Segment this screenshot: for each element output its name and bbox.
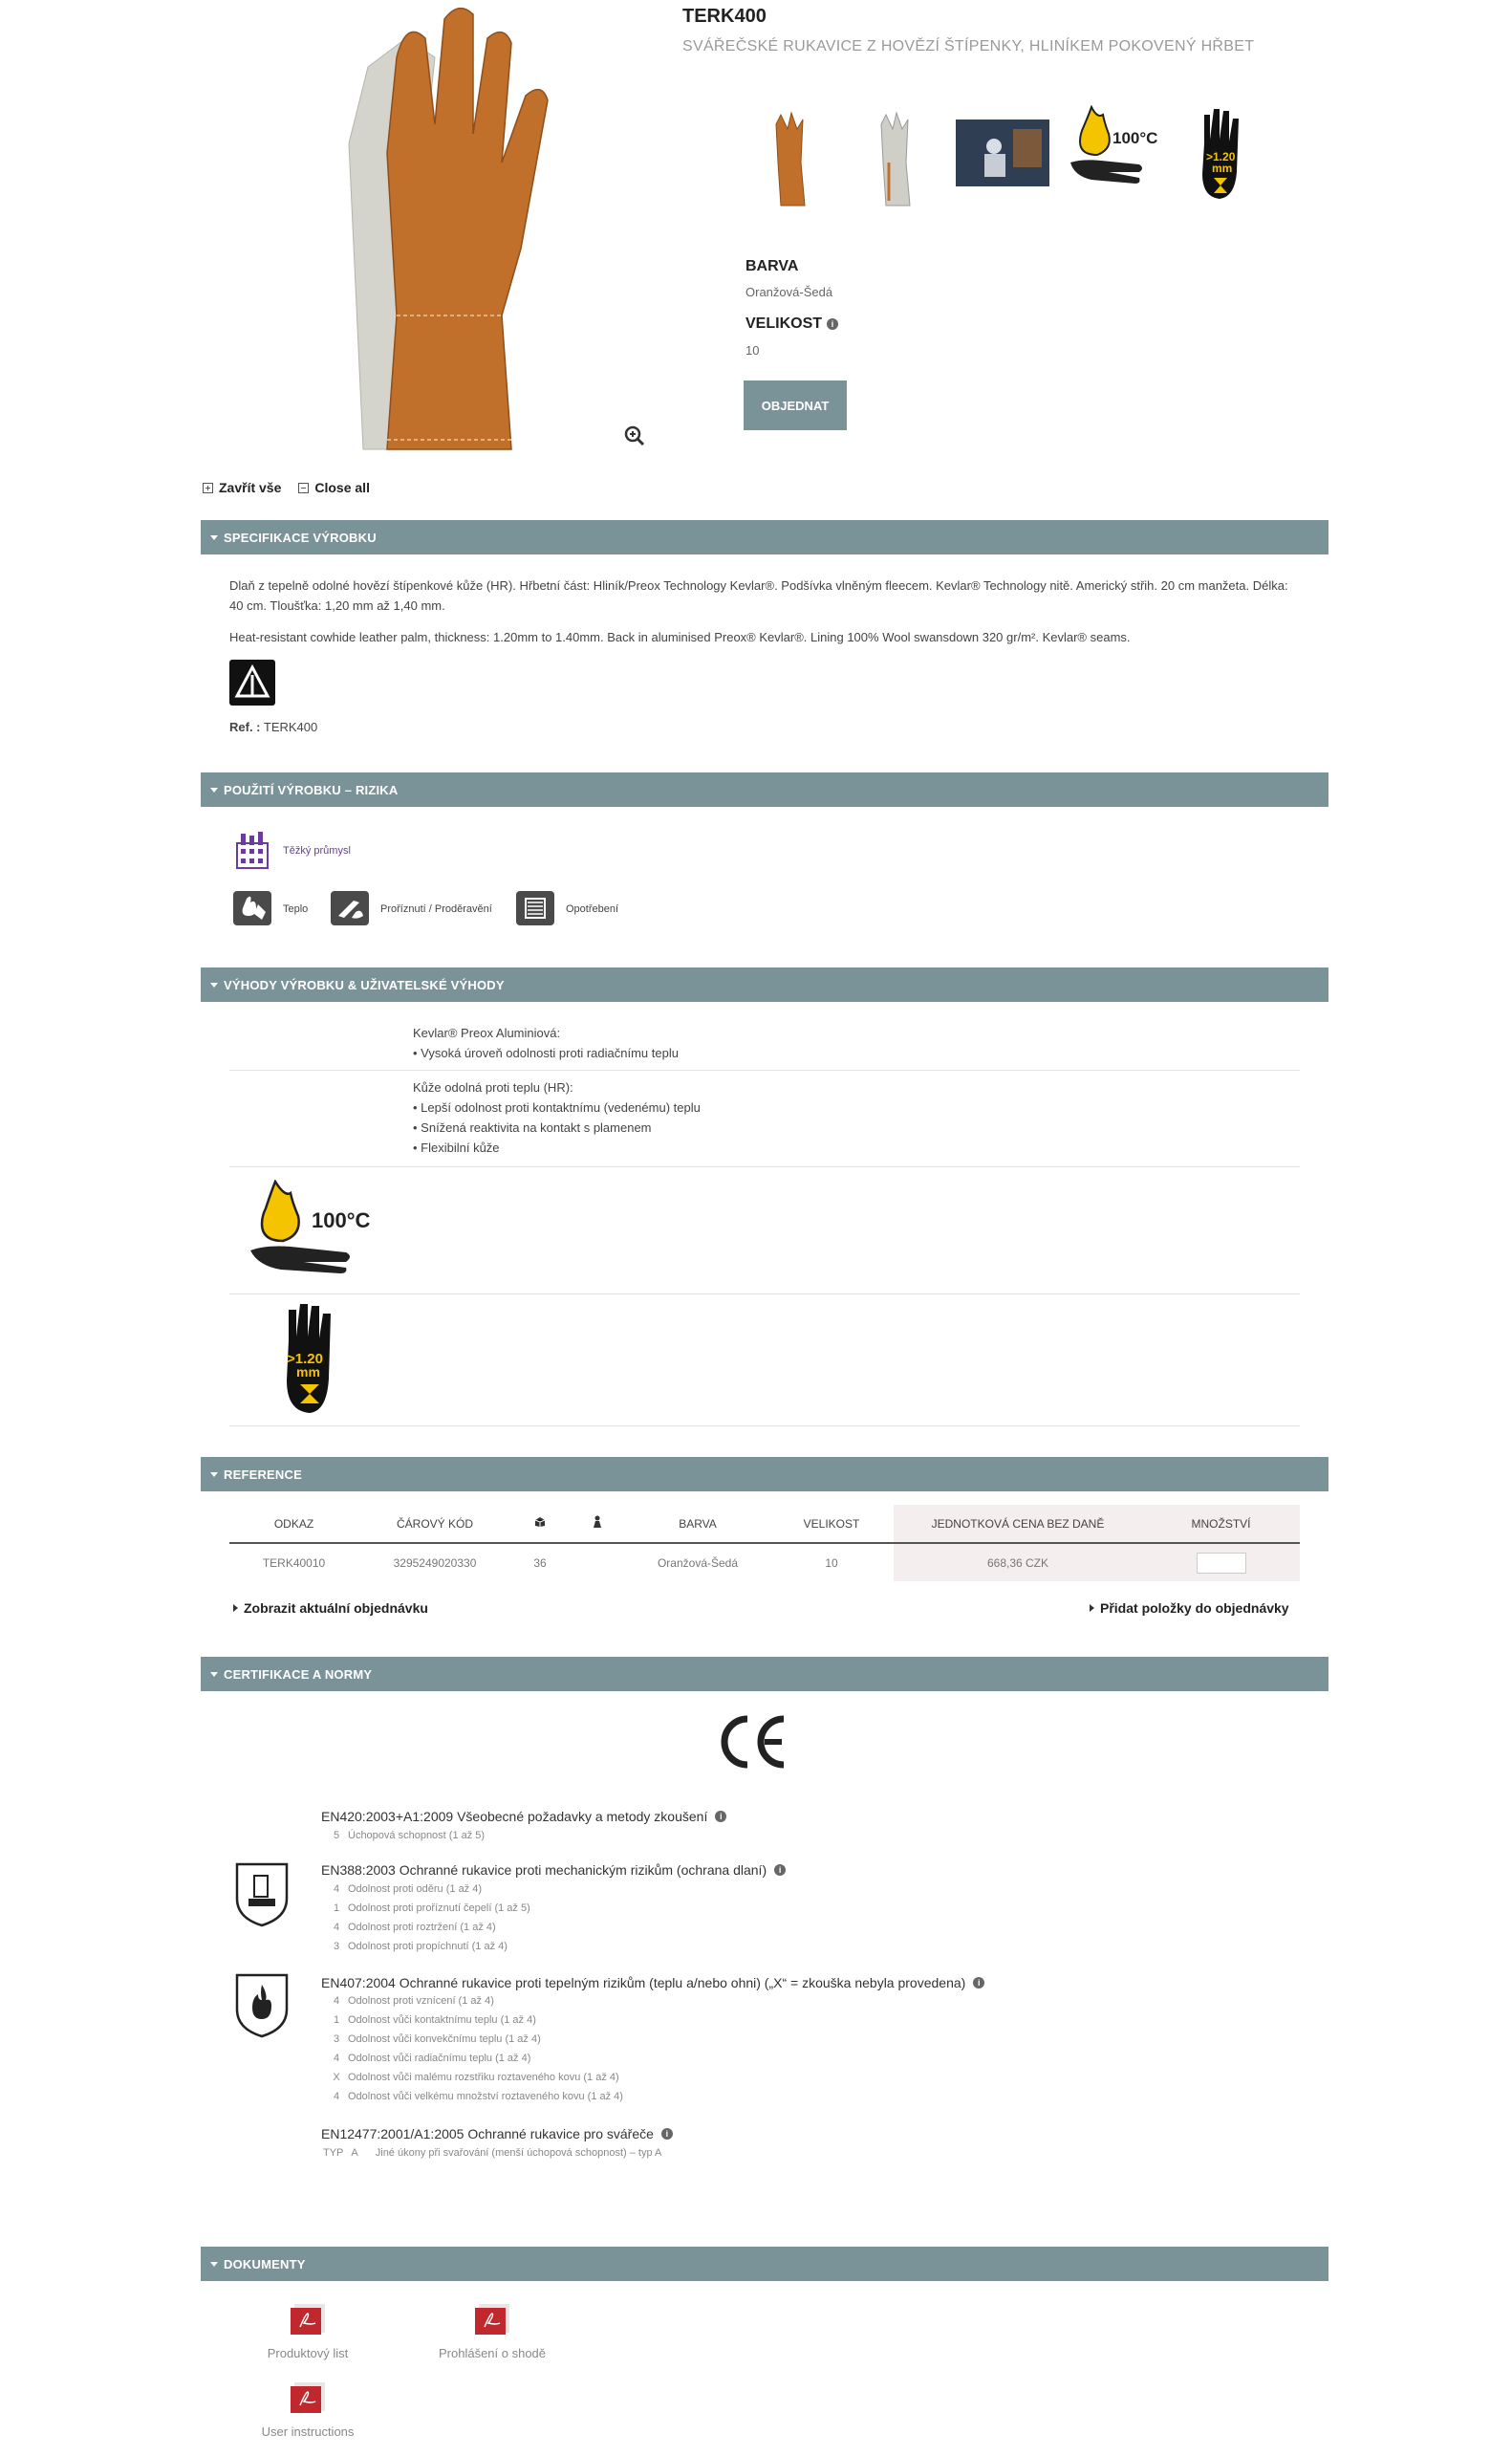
caret-down-icon [210, 535, 218, 540]
caret-down-icon [210, 1672, 218, 1677]
thumbnail-orange-glove[interactable] [738, 105, 843, 210]
brand-logo-icon [229, 660, 275, 706]
en407-shield-icon [233, 1971, 291, 2038]
close-all-en-link[interactable]: Close all [314, 480, 370, 495]
zoom-icon[interactable] [623, 424, 646, 447]
thumbnail-thickness-icon[interactable] [1168, 105, 1273, 210]
abrasion-risk-icon [516, 891, 554, 925]
divider [229, 1070, 1300, 1071]
ref-label: Ref. : [229, 720, 261, 734]
size-label-row [745, 315, 838, 333]
doc-product-sheet[interactable] [260, 2302, 356, 2360]
en12477-title-row [321, 2126, 673, 2141]
close-all-cz-link[interactable]: Zavřít vše [219, 480, 282, 495]
en12477-type-line: TYP A Jiné úkony při svařování (menší úchopová schopnost) – typ A [323, 2147, 662, 2159]
en388-lines: 4 Odolnost proti oděru (1 až 4) 1 Odolnost proti proříznutí čepelí (1 až 5) 4 Odolnost proti roztržení (1 až 4) 3 Odolnost proti propíchnutí (1 až 4) [333, 1883, 530, 1952]
col-header: MNOŽSTVÍ [1142, 1505, 1300, 1543]
divider [229, 1425, 1300, 1426]
section-docs-header[interactable] [201, 2247, 1328, 2281]
cell-quantity [1142, 1543, 1300, 1581]
size-value: 10 [745, 343, 760, 358]
heat-100c-large-icon [247, 1180, 371, 1275]
benefit-item: • Flexibilní kůže [413, 1141, 500, 1155]
col-header: ČÁROVÝ KÓD [358, 1505, 511, 1543]
col-header: BARVA [626, 1505, 769, 1543]
col-header: ODKAZ [229, 1505, 358, 1543]
cell-ref: TERK40010 [262, 1555, 326, 1570]
doc-declaration[interactable] [430, 2302, 554, 2360]
sector-label: Těžký průmysl [283, 845, 351, 857]
ref-line [229, 717, 317, 737]
info-icon[interactable]: i [973, 1977, 984, 1989]
doc-label: User instructions [261, 2424, 355, 2439]
doc-label: Produktový list [267, 2346, 349, 2360]
factory-icon [233, 830, 271, 872]
en388-shield-icon [233, 1860, 291, 1927]
size-info-icon[interactable]: i [827, 318, 838, 330]
caret-right-icon [233, 1604, 238, 1612]
en420-title: EN420:2003+A1:2009 Všeobecné požadavky a metody zkoušení [321, 1809, 708, 1824]
ce-mark-icon [719, 1713, 789, 1771]
col-header: VELIKOST [769, 1505, 894, 1543]
en420-title-row [321, 1809, 726, 1824]
section-usage-header[interactable] [201, 772, 1328, 807]
section-usage-title: POUŽITÍ VÝROBKU – RIZIKA [224, 782, 399, 797]
doc-label: Prohlášení o shodě [438, 2346, 547, 2360]
color-value: Oranžová-Šedá [745, 285, 833, 299]
caret-down-icon [210, 983, 218, 988]
box-icon [511, 1505, 569, 1543]
benefit-item: • Lepší odolnost proti kontaktnímu (vedenému) teplu [413, 1100, 701, 1115]
table-row [229, 1543, 1300, 1581]
col-header: JEDNOTKOVÁ CENA BEZ DANĚ [894, 1505, 1142, 1543]
show-order-link[interactable] [233, 1600, 428, 1616]
benefit-group-2-title: Kůže odolná proti teplu (HR): [413, 1080, 573, 1095]
divider [229, 1293, 1300, 1294]
en407-title-row [321, 1975, 984, 1990]
pdf-icon [289, 2380, 327, 2415]
section-reference-header[interactable] [201, 1457, 1328, 1491]
thumb-heat-label: 100°C [1112, 129, 1158, 147]
thickness-large-icon [277, 1302, 344, 1417]
spec-text-cz: Dlaň z tepelně odolné hovězí štípenkové kůže (HR). Hřbetní část: Hliník/Preox Technology Kevlar®. Podšívka vlněným fleecem. Kevlar® Technology nitě. Americký střih. 20 cm manžeta. Délka: 40 cm. Tloušťka: 1,20 mm až 1,40 mm. [229, 578, 1288, 613]
add-items-link[interactable] [1090, 1600, 1289, 1616]
product-code-title: TERK400 [682, 6, 767, 27]
risk-label-heat: Teplo [283, 903, 309, 915]
benefit-group-1-title: Kevlar® Preox Aluminiová: [413, 1026, 561, 1040]
caret-right-icon [1090, 1604, 1094, 1612]
pdf-icon [289, 2302, 327, 2336]
risk-label-abrasion: Opotřebení [566, 903, 619, 915]
section-spec-header[interactable] [201, 520, 1328, 554]
risk-label-cut: Proříznutí / Proděravění [380, 903, 492, 915]
caret-down-icon [210, 1472, 218, 1477]
quantity-input[interactable] [1197, 1553, 1246, 1574]
thumb-thick-label-1: >1.20 [1206, 150, 1236, 163]
collapse-icon[interactable] [298, 483, 309, 493]
heat-risk-icon [233, 891, 271, 925]
cell-color: Oranžová-Šedá [657, 1555, 739, 1570]
en388-title: EN388:2003 Ochranné rukavice proti mechanickým rizikům (ochrana dlaní) [321, 1862, 767, 1878]
benefit-item: • Snížená reaktivita na kontakt s plamenem [413, 1120, 652, 1135]
cell-price: 668,36 CZK [894, 1543, 1142, 1581]
cell-barcode: 3295249020330 [393, 1555, 477, 1570]
en407-title: EN407:2004 Ochranné rukavice proti tepelným rizikům (teplu a/nebo ohni) („X“ = zkouška nebyla provedena) [321, 1975, 966, 1990]
thumbnail-welder-photo[interactable] [956, 120, 1049, 186]
add-items-label: Přidat položky do objednávky [1100, 1600, 1289, 1616]
info-icon[interactable]: i [715, 1811, 726, 1822]
doc-user-instructions[interactable] [250, 2380, 365, 2439]
ref-value: TERK400 [263, 720, 318, 734]
order-button[interactable]: OBJEDNAT [744, 380, 847, 430]
thick-large-label-2: mm [296, 1364, 320, 1380]
benefit-item: • Vysoká úroveň odolnosti proti radiačnímu teplu [413, 1046, 679, 1060]
section-reference-title: REFERENCE [224, 1467, 302, 1482]
heat-large-label: 100°C [312, 1208, 371, 1232]
info-icon[interactable]: i [661, 2128, 673, 2140]
cut-risk-icon [331, 891, 369, 925]
person-icon [569, 1505, 626, 1543]
thumbnail-aluminium-glove[interactable] [843, 105, 948, 210]
divider [229, 1166, 1300, 1167]
color-label: BARVA [745, 258, 799, 274]
benefit-group-1 [413, 1023, 679, 1063]
en12477-title: EN12477:2001/A1:2005 Ochranné rukavice pro svářeče [321, 2126, 654, 2141]
cell-person [569, 1543, 626, 1581]
expand-icon[interactable] [203, 483, 213, 493]
norm-line: 5 Úchopová schopnost (1 až 5) [333, 1830, 486, 1841]
pdf-icon [473, 2302, 511, 2336]
benefit-group-2 [413, 1077, 701, 1158]
show-order-label: Zobrazit aktuální objednávku [244, 1600, 428, 1616]
thick-large-label-1: >1.20 [287, 1351, 323, 1367]
section-cert-title: CERTIFIKACE A NORMY [224, 1666, 373, 1682]
product-subtitle: SVÁŘEČSKÉ RUKAVICE Z HOVĚZÍ ŠTÍPENKY, HLINÍKEM POKOVENÝ HŘBET [682, 38, 1255, 54]
cell-size: 10 [825, 1555, 838, 1570]
spec-text-en: Heat-resistant cowhide leather palm, thickness: 1.20mm to 1.40mm. Back in aluminised Preox® Kevlar®. Lining 100% Wool swansdown 320 gr/m². Kevlar® seams. [229, 630, 1131, 644]
product-main-image[interactable] [330, 0, 655, 467]
section-spec-title: SPECIFIKACE VÝROBKU [224, 530, 377, 545]
en407-lines: 4 Odolnost proti vznícení (1 až 4) 1 Odolnost vůči kontaktnímu teplu (1 až 4) 3 Odolnost vůči konvekčnímu teplu (1 až 4) 4 Odolnost vůči radiačnímu teplu (1 až 4) X Odolnost vůči malému rozstřiku roztaveného kovu (1 až 4) 4 Odolnost vůči velkému množství roztaveného kovu (1 až 4) [333, 1995, 623, 2102]
reference-table [229, 1505, 1300, 1581]
section-docs-title: DOKUMENTY [224, 2256, 306, 2271]
en388-title-row [321, 1862, 786, 1878]
collapse-controls [203, 480, 370, 495]
section-benefits-header[interactable] [201, 967, 1328, 1002]
thumb-thick-label-2: mm [1212, 162, 1233, 175]
caret-down-icon [210, 2262, 218, 2267]
section-cert-header[interactable] [201, 1657, 1328, 1691]
table-header-row [229, 1505, 1300, 1543]
caret-down-icon [210, 788, 218, 793]
info-icon[interactable]: i [774, 1864, 786, 1876]
section-benefits-title: VÝHODY VÝROBKU & UŽIVATELSKÉ VÝHODY [224, 977, 505, 992]
size-label: VELIKOST [745, 315, 823, 332]
thumbnail-heat-100c-icon[interactable] [1063, 105, 1168, 210]
cell-box-qty: 36 [533, 1555, 547, 1570]
